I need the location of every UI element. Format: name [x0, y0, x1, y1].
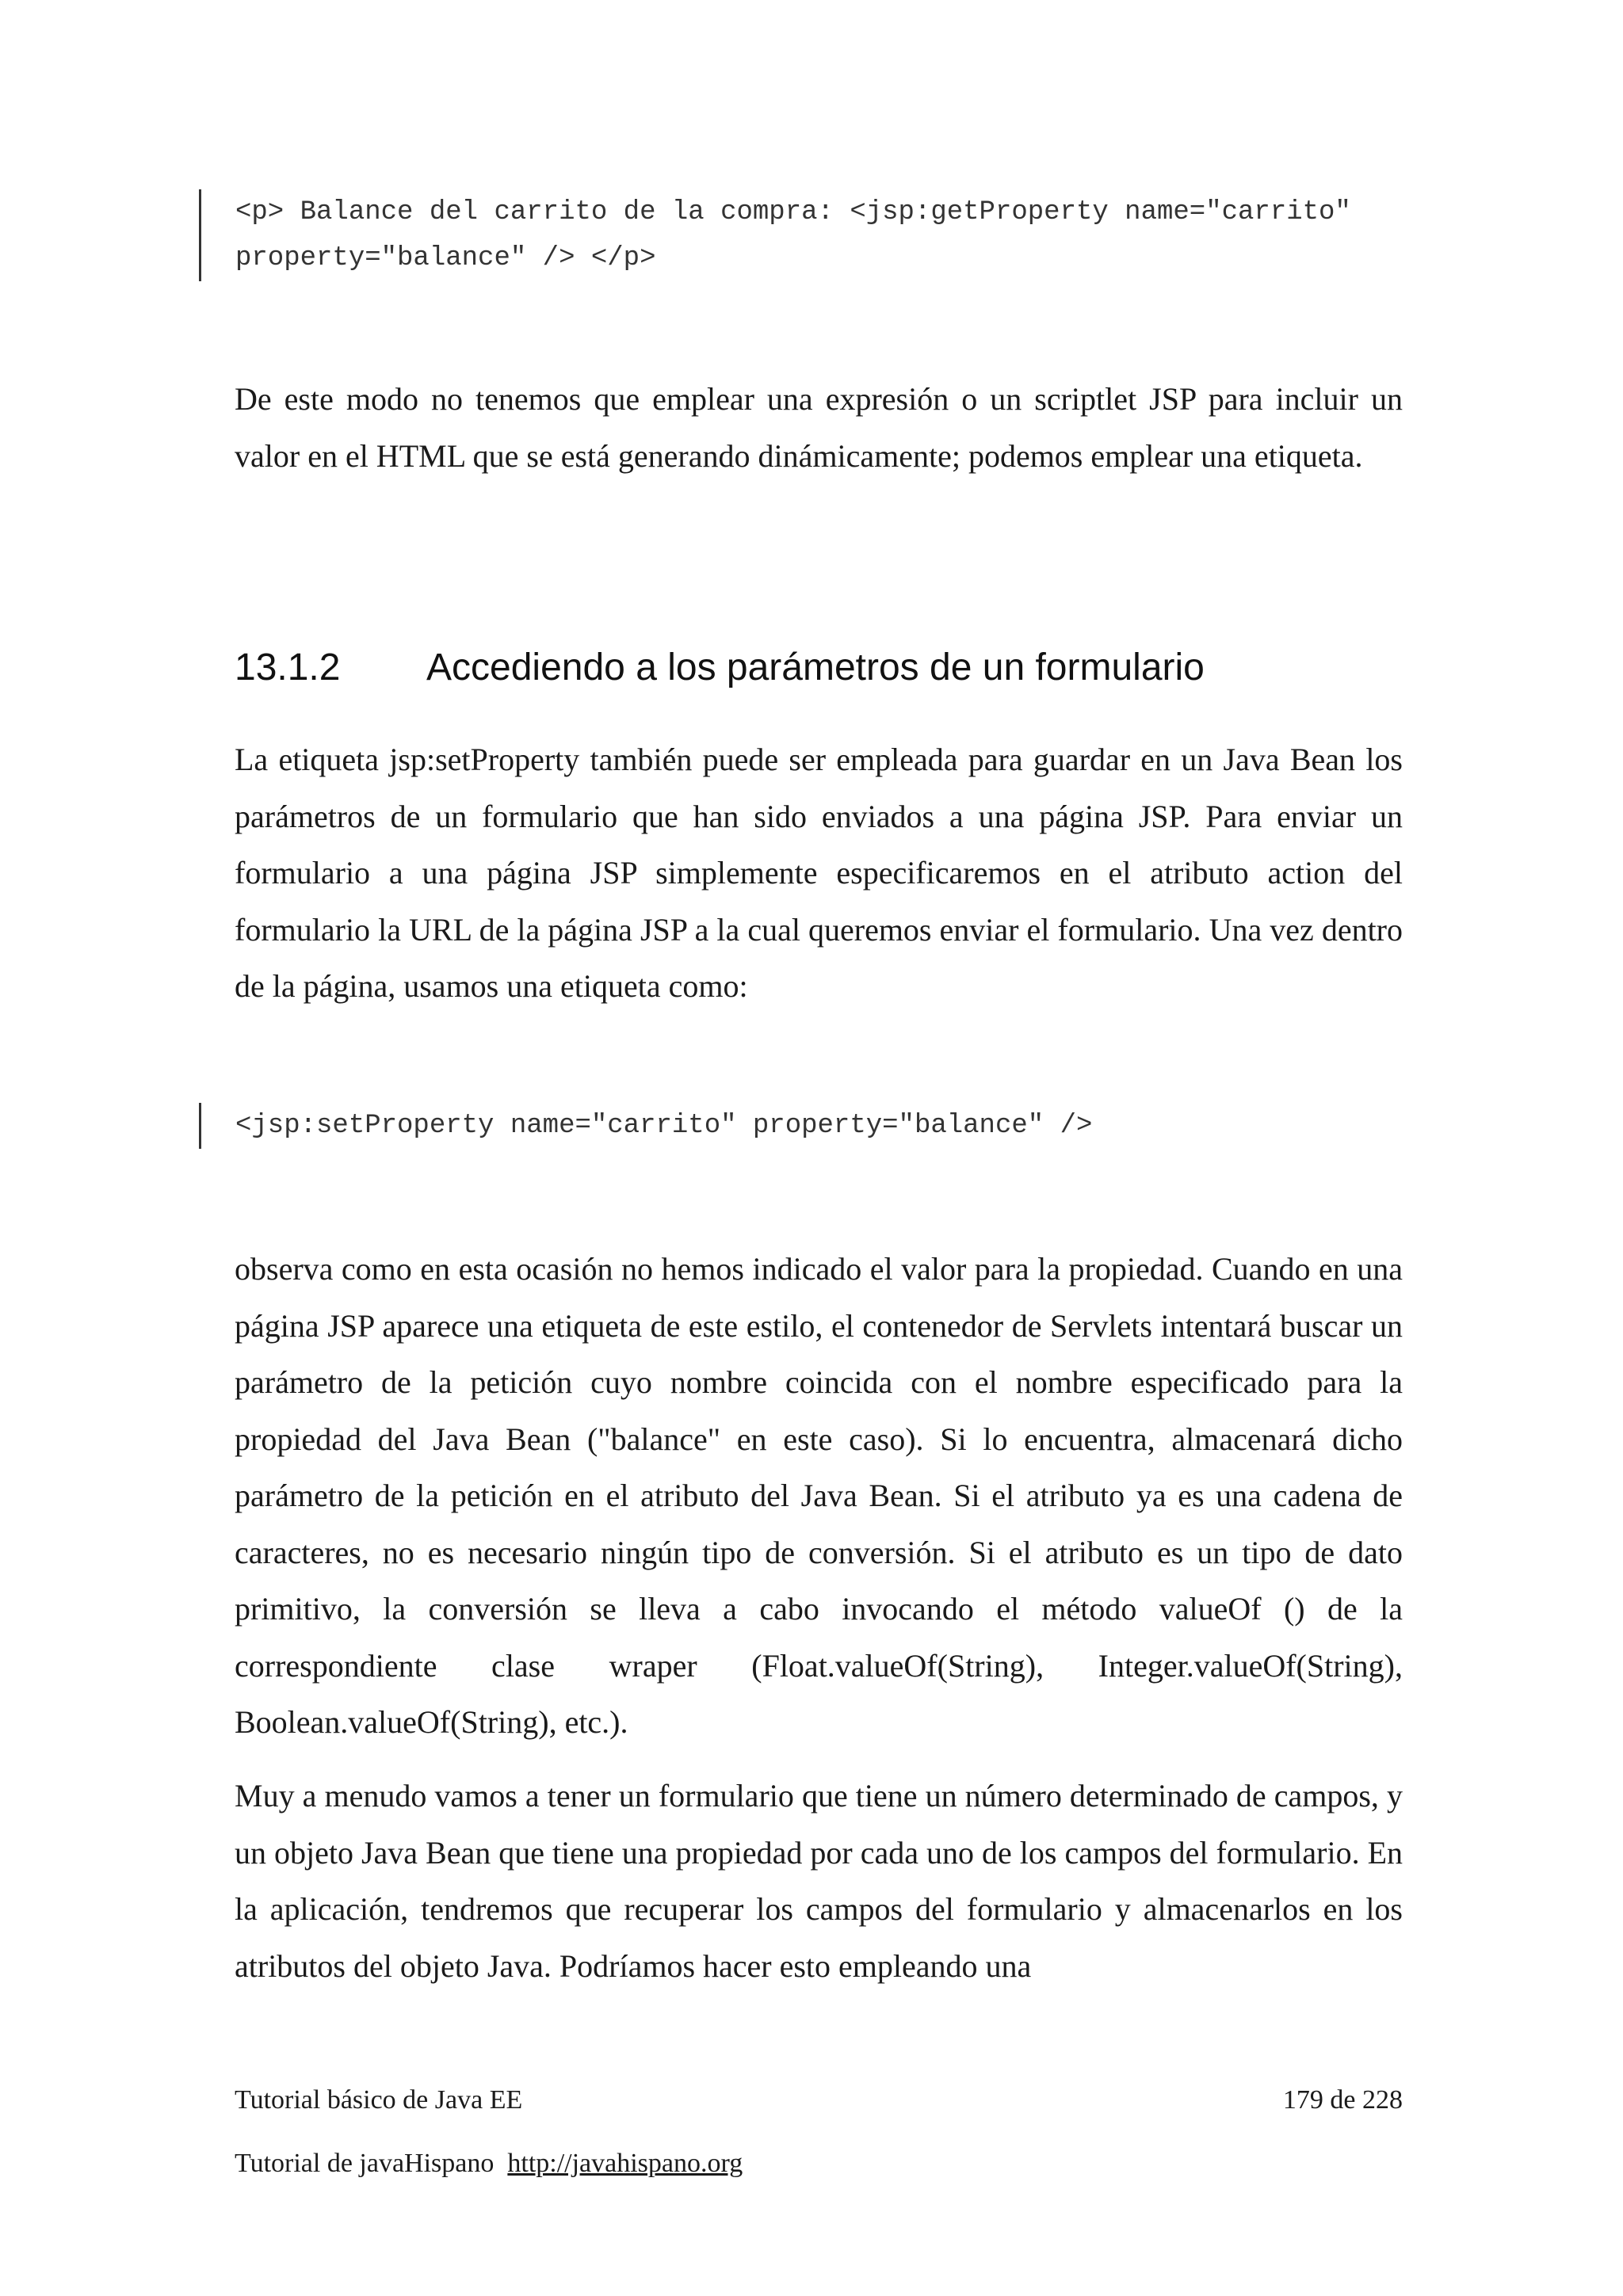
footer-source-link[interactable]: http://javahispano.org [507, 2149, 743, 2178]
section-title: Accediendo a los parámetros de un formulario [426, 646, 1205, 688]
paragraph-setproperty-intro: La etiqueta jsp:setProperty también puede ser empleada para guardar en un Java Bean los parámetros de un formulario que han sido enviados a una página JSP. Para enviar un formulario a una página JSP simplemente especificaremos en el atributo action del formulario la URL de la página JSP a la cual queremos enviar el formulario. Una vez dentro de la página, usamos una etiqueta como: [235, 742, 1403, 1004]
paragraph-intro: De este modo no tenemos que emplear una expresión o un scriptlet JSP para incluir un valor en el HTML que se está generando dinámicamente; podemos emplear una etiqueta. [235, 381, 1403, 474]
page-number: 179 de 228 [1282, 2085, 1403, 2115]
code-line: <jsp:setProperty name="carrito" property="balance" /> [235, 1111, 1093, 1141]
section-number: 13.1.2 [235, 646, 341, 688]
footer-source-label: Tutorial de javaHispano [235, 2149, 495, 2178]
footer-book-title: Tutorial básico de Java EE [235, 2085, 523, 2115]
paragraph-setproperty-explanation: observa como en esta ocasión no hemos indicado el valor para la propiedad. Cuando en una página JSP aparece una etiqueta de este estilo, el contenedor de Servlets intentará buscar un parámetro de la petición cuyo nombre coincida con el nombre especificado para la propiedad del Java Bean ("balance" en este caso). Si lo encuentra, almacenará dicho parámetro de la petición en el atributo del Java Bean. Si el atributo ya es una cadena de caracteres, no es necesario ningún tipo de conversión. Si el atributo es un tipo de dato primitivo, la conversión se lleva a cabo invocando el método valueOf () de la correspondiente clase wraper (Float.valueOf(String), Integer.valueOf(String), Boolean.valueOf(String), etc.). [235, 1251, 1403, 1740]
code-block-setproperty [199, 1103, 1092, 1149]
section-heading [235, 646, 1205, 689]
code-line: <p> Balance del carrito de la compra: <jsp:getProperty name="carrito" [235, 197, 1351, 227]
code-block-getproperty [199, 189, 1351, 281]
paragraph-form-fields: Muy a menudo vamos a tener un formulario que tiene un número determinado de campos, y un objeto Java Bean que tiene una propiedad por cada uno de los campos del formulario. En la aplicación, tendremos que recuperar los campos del formulario y almacenarlos en los atributos del objeto Java. Podríamos hacer esto empleando una [235, 1778, 1403, 1984]
code-line: property="balance" /> </p> [235, 243, 656, 273]
footer-source [235, 2149, 1403, 2179]
footer-row [235, 2085, 1403, 2115]
